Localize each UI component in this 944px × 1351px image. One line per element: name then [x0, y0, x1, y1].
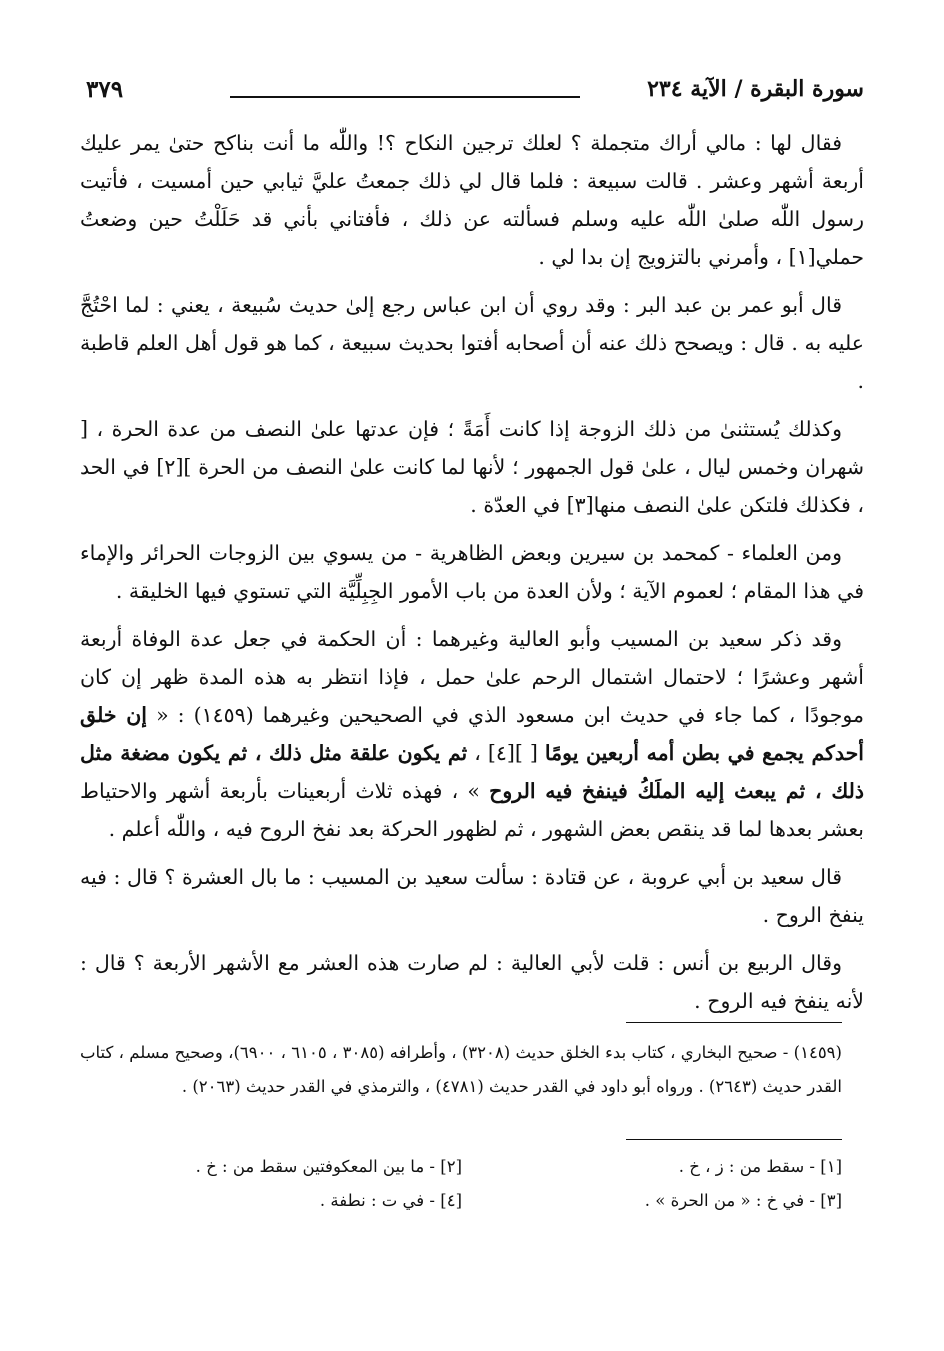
hadith-mid: [ ][٤] ،	[467, 741, 545, 765]
note-item: [٢] - ما بين المعكوفتين سقط من : خ .	[195, 1157, 462, 1176]
paragraph: قال سعيد بن أبي عروبة ، عن قتادة : سألت سعيد بن المسيب : ما بال العشرة ؟ قال : فيه ينفخ الروح .	[80, 865, 864, 927]
main-text	[80, 124, 864, 1030]
hadith-quote-bold: ثم يكون علقة مثل ذلك ، ثم يكون مضغة مثل ذلك ، ثم يبعث إليه الملَكُ فينفخ فيه الروح	[80, 741, 864, 803]
paragraph: وقال الربيع بن أنس : قلت لأبي العالية : لم صارت هذه العشر مع الأشهر الأربعة ؟ قال : لأنه ينفخ فيه الروح .	[80, 951, 864, 1013]
page-header	[80, 76, 864, 112]
paragraph: قال أبو عمر بن عبد البر : وقد روي أن ابن عباس رجع إلىٰ حديث سُبيعة ، يعني : لما احْتُجَّ عليه به . قال : ويصحح ذلك عنه أن أصحابه أفتوا بحديث سبيعة ، كما هو قول أهل العلم قاطبة .	[80, 293, 864, 393]
hadith-intro: وقد ذكر سعيد بن المسيب وأبو العالية وغيرهما : أن الحكمة في جعل عدة الوفاة أربعة أشهر وعشرًا ؛ لاحتمال اشتمال الرحم علىٰ حمل ، فإذا انتظر به هذه المدة ظهر إن كان موجودًا ، كما جاء في حديث ابن مسعود الذي في الصحيحين وغيرهما (١٤٥٩) : «	[80, 627, 864, 727]
hadith-quote-bold: إن خلق أحدكم يجمع في بطن أمه أربعين يومًا	[80, 703, 864, 765]
paragraph: وكذلك يُستثنىٰ من ذلك الزوجة إذا كانت أَمَةً ؛ فإن عدتها علىٰ النصف من عدة الحرة ، [ شهران وخمس ليال ، علىٰ قول الجمهور ؛ لأنها لما كانت علىٰ النصف من الحرة ][٢] في الحد ، فكذلك فلتكن علىٰ النصف منها[٣] في العدّة .	[80, 417, 864, 517]
running-title: سورة البقرة / الآية ٢٣٤	[647, 76, 864, 102]
note-item: [١] - سقط من : ز ، خ .	[678, 1157, 842, 1176]
page-number: ٣٧٩	[86, 76, 124, 103]
hadith-outro: » ، فهذه ثلاث أربعينات بأربعة أشهر والاحتياط بعشر بعدها لما قد ينقص بعض الشهور ، ثم لظهور الحركة بعد نفخ الروح فيه ، واللّٰه أعلم .	[80, 779, 864, 841]
footnote-rule	[626, 1022, 842, 1023]
paragraph: فقال لها : مالي أراك متجملة ؟ لعلك ترجين النكاح ؟! واللّٰه ما أنت بناكح حتىٰ يمر عليك أربعة أشهر وعشر . قالت سبيعة : فلما قال لي ذلك جمعتُ عليَّ ثيابي حين أمسيت ، فأتيت رسول اللّٰه صلىٰ اللّٰه عليه وسلم فسألته عن ذلك ، فأفتاني بأني قد حَلَلْتُ حين وضعتُ حملي[١] ، وأمرني بالتزويج إن بدا لي .	[80, 131, 864, 269]
note-item: [٣] - في خ : « من الحرة » .	[644, 1191, 842, 1210]
header-rule	[230, 96, 580, 98]
footnote: (١٤٥٩) - صحيح البخاري ، كتاب بدء الخلق حديث (٣٢٠٨) ، وأطرافه (٣٠٨٥ ، ٦١٠٥ ، ٦٩٠٠)، وصحيح مسلم ، كتاب القدر حديث (٢٦٤٣) . ورواه أبو داود في القدر حديث (٤٧٨١) ، والترمذي في القدر حديث (٢٠٦٣) .	[80, 1043, 842, 1096]
notes-rule	[626, 1139, 842, 1140]
paragraph: ومن العلماء - كمحمد بن سيرين وبعض الظاهرية - من يسوي بين الزوجات الحرائر والإماء في هذا المقام ؛ لعموم الآية ؛ ولأن العدة من باب الأمور الجِبِلِّيَّة التي تستوي فيها الخليقة .	[80, 541, 864, 603]
note-item: [٤] - في ت : نطفة .	[319, 1191, 462, 1210]
hadith-paragraph	[80, 620, 864, 848]
